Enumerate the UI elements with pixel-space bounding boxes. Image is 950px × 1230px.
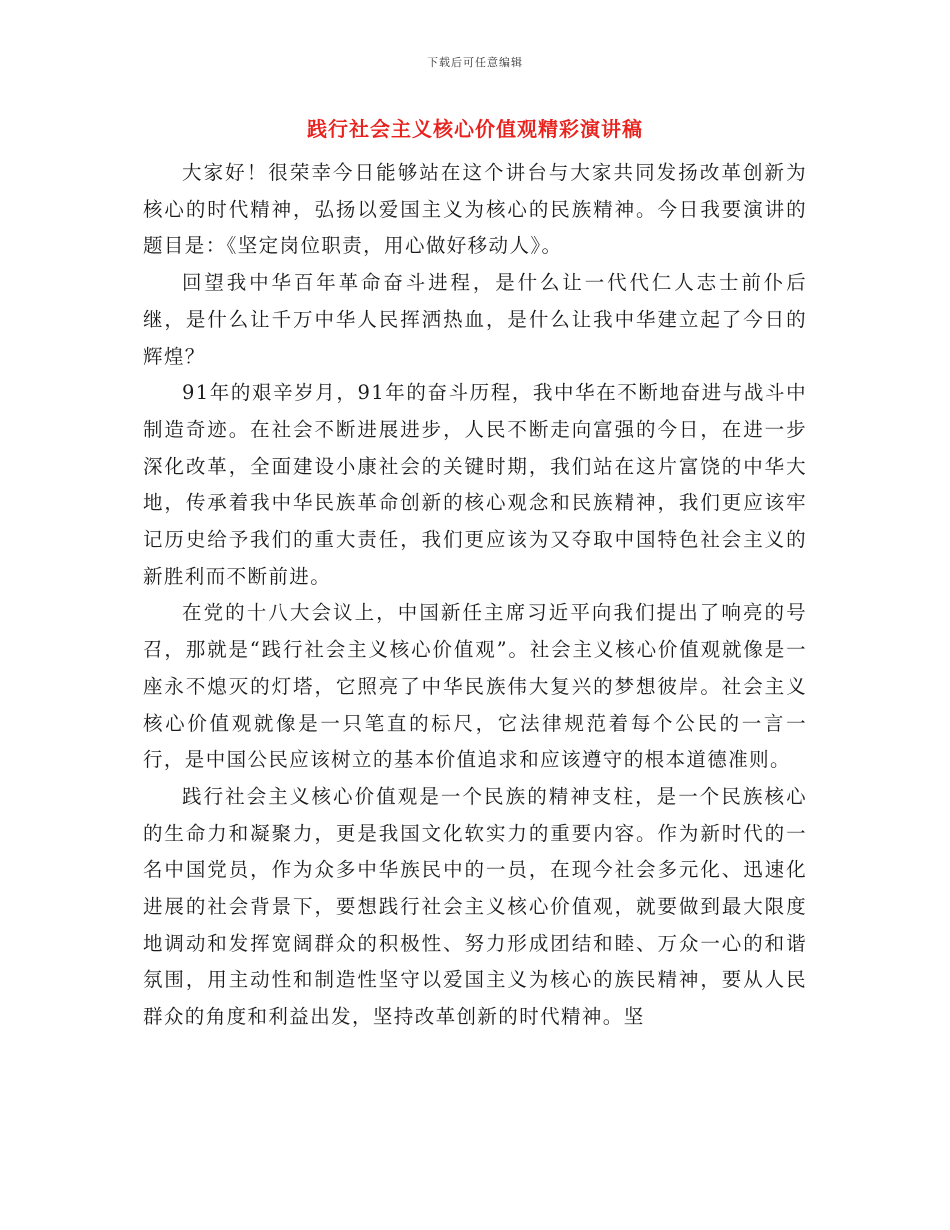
page-header-note: 下载后可任意编辑 — [427, 56, 523, 69]
document-title: 践行社会主义核心价值观精彩演讲稿 — [307, 117, 643, 141]
paragraph-2: 回望我中华百年革命奋斗进程，是什么让一代代仁人志士前仆后继，是什么让千万中华人民挥洒热血，是什么让我中华建立起了今日的辉煌？ — [143, 271, 807, 368]
paragraph-5: 践行社会主义核心价值观是一个民族的精神支柱，是一个民族核心的生命力和凝聚力，更是我国文化软实力的重要内容。作为新时代的一名中国党员，作为众多中华族民中的一员，在现今社会多元化、迅速化进展的社会背景下，要想践行社会主义核心价值观，就要做到最大限度地调动和发挥宽阔群众的积极性、努力形成团结和睦、万众一心的和谐氛围，用主动性和制造性坚守以爱国主义为核心的族民精神，要从人民群众的角度和利益出发，坚持改革创新的时代精神。坚 — [143, 784, 807, 1029]
paragraph-3: 91年的艰辛岁月，91年的奋斗历程，我中华在不断地奋进与战斗中制造奇迹。在社会不断进展进步，人民不断走向富强的今日，在进一步深化改革，全面建设小康社会的关键时期，我们站在这片富饶的中华大地，传承着我中华民族革命创新的核心观念和民族精神，我们更应该牢记历史给予我们的重大责任，我们更应该为又夺取中国特色社会主义的新胜利而不断前进。 — [143, 381, 807, 588]
paragraph-1: 大家好！很荣幸今日能够站在这个讲台与大家共同发扬改革创新为核心的时代精神，弘扬以爱国主义为核心的民族精神。今日我要演讲的题目是：《坚定岗位职责，用心做好移动人》。 — [143, 161, 807, 258]
paragraph-4: 在党的十八大会议上，中国新任主席习近平向我们提出了响亮的号召，那就是“践行社会主义核心价值观”。社会主义核心价值观就像是一座永不熄灭的灯塔，它照亮了中华民族伟大复兴的梦想彼岸。社会主义核心价值观就像是一只笔直的标尺，它法律规范着每个公民的一言一行，是中国公民应该树立的基本价值追求和应该遵守的根本道德准则。 — [143, 601, 807, 772]
document-body — [143, 155, 807, 1036]
